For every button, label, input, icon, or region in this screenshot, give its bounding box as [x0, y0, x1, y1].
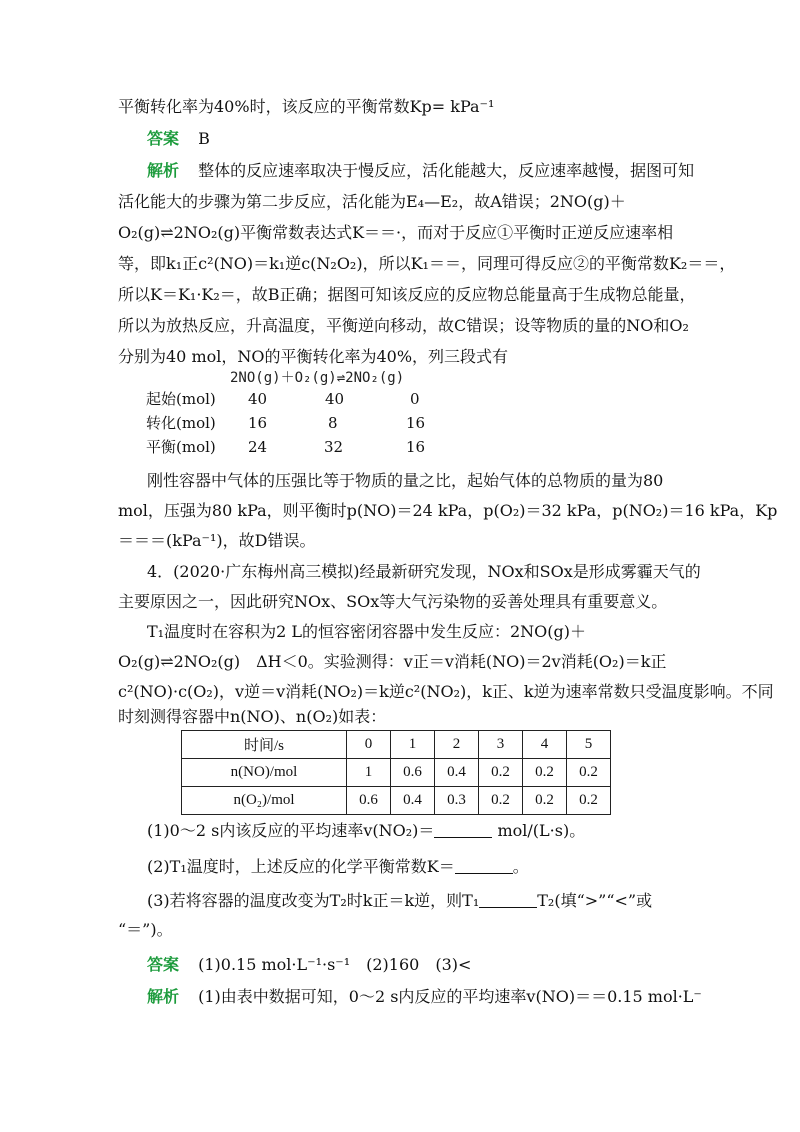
- table-cell: n(NO)/mol: [182, 759, 347, 787]
- answer-value: B: [198, 129, 210, 148]
- table-cell: 0.6: [391, 759, 435, 787]
- explanation-line-4: 等，即k₁正c²(NO)＝k₁逆c(N₂O₂)，所以K₁＝＝，同理可得反应②的平衡常数K₂＝＝，: [118, 254, 736, 273]
- question-tail: 平衡转化率为40%时，该反应的平衡常数Kp= kPa⁻¹: [118, 97, 495, 116]
- table-header-row: [182, 731, 611, 759]
- pressure-line-2: mol，压强为80 kPa，则平衡时p(NO)＝24 kPa，p(O₂)＝32 kPa，p(NO₂)＝16 kPa，Kp: [118, 501, 778, 520]
- table-cell: 0.2: [567, 787, 611, 815]
- ice-value: 24: [248, 438, 268, 456]
- subquestion-1: (1)0～2 s内该反应的平均速率v(NO₂)＝ mol/(L·s)。: [147, 821, 586, 840]
- answer-line-1: [147, 129, 210, 149]
- answer-blank: [479, 893, 537, 908]
- stem-line-3: c²(NO)·c(O₂)，v逆＝v消耗(NO₂)＝k逆c²(NO₂)，k正、k逆为速率常数只受温度影响。不同: [118, 682, 774, 701]
- ice-value: 16: [406, 438, 426, 456]
- subquestion-3-cont: “＝”)。: [118, 920, 173, 939]
- table-header-cell: 1: [391, 731, 435, 759]
- table-header-cell: 3: [479, 731, 523, 759]
- explanation-line-final: 解析 (1)由表中数据可知，0～2 s内反应的平均速率v(NO)＝＝0.15 mol·L⁻: [147, 987, 702, 1006]
- ice-label: 转化(mol): [146, 414, 216, 432]
- ice-value: 16: [406, 414, 426, 432]
- table-cell: 0.2: [523, 787, 567, 815]
- table-header-cell: 4: [523, 731, 567, 759]
- subquestion-3: (3)若将容器的温度改变为T₂时k正＝k逆，则T₁ T₂(填“>”“<”或: [147, 891, 653, 910]
- explanation-label: 解析: [147, 987, 180, 1006]
- table-cell: 1: [347, 759, 391, 787]
- ice-value: 8: [328, 414, 338, 432]
- ice-value: 40: [325, 390, 345, 408]
- pressure-line-1: 刚性容器中气体的压强比等于物质的量之比，起始气体的总物质的量为80: [147, 471, 664, 490]
- explanation-line-6: 所以为放热反应，升高温度，平衡逆向移动，故C错误；设等物质的量的NO和O₂: [118, 316, 689, 335]
- ice-value: 16: [248, 414, 268, 432]
- explanation-line-5: 所以K＝K₁·K₂＝，故B正确；据图可知该反应的反应物总能量高于生成物总能量，: [118, 285, 696, 304]
- answer-blank: [455, 859, 513, 874]
- table-cell: 0.3: [435, 787, 479, 815]
- table-cell: 0.2: [523, 759, 567, 787]
- answer-line-2: [147, 955, 471, 975]
- table-row: [182, 787, 611, 815]
- table-header-cell: 时间/s: [182, 731, 347, 759]
- table-cell: n(O₂)/mol: [182, 787, 347, 815]
- subquestion-2: (2)T₁温度时，上述反应的化学平衡常数K＝ 。: [147, 857, 529, 876]
- answer-value: (1)0.15 mol·L⁻¹·s⁻¹ (2)160 (3)<: [198, 955, 472, 974]
- table-cell: 0.2: [567, 759, 611, 787]
- explanation-line-2: 活化能大的步骤为第二步反应，活化能为E₄—E₂，故A错误；2NO(g)＋: [118, 192, 626, 211]
- pressure-line-3: ＝＝＝(kPa⁻¹)，故D错误。: [118, 531, 316, 550]
- table-header-cell: 2: [435, 731, 479, 759]
- table-cell: 0.4: [391, 787, 435, 815]
- ice-value: 32: [324, 438, 344, 456]
- explanation-line-3: O₂(g)⇌2NO₂(g)平衡常数表达式K＝＝·，而对于反应①平衡时正逆反应速率相: [118, 223, 674, 242]
- explanation-line-7: 分别为40 mol，NO的平衡转化率为40%，列三段式有: [118, 347, 509, 366]
- answer-label: 答案: [147, 129, 180, 148]
- stem-line-2: O₂(g)⇌2NO₂(g) ΔH＜0。实验测得：v正＝v消耗(NO)＝2v消耗(O₂)＝k正: [118, 652, 667, 671]
- ice-label: 起始(mol): [146, 390, 216, 408]
- ice-label: 平衡(mol): [146, 438, 216, 456]
- table-cell: 0.4: [435, 759, 479, 787]
- table-cell: 0.6: [347, 787, 391, 815]
- data-table: [181, 730, 611, 815]
- ice-value: 40: [248, 390, 268, 408]
- question4-line-2: 主要原因之一，因此研究NOx、SOx等大气污染物的妥善处理具有重要意义。: [118, 592, 668, 611]
- explanation-label: 解析: [147, 161, 180, 180]
- table-header-cell: 0: [347, 731, 391, 759]
- answer-label: 答案: [147, 955, 180, 974]
- table-row: [182, 759, 611, 787]
- answer-blank: [434, 823, 492, 838]
- stem-line-1: T₁温度时在容积为2 L的恒容密闭容器中发生反应：2NO(g)＋: [147, 622, 587, 641]
- ice-equation: 2NO(g)＋O₂(g)⇌2NO₂(g): [230, 370, 405, 386]
- table-cell: 0.2: [479, 759, 523, 787]
- explanation-line-1: 解析 整体的反应速率取决于慢反应，活化能越大，反应速率越慢，据图可知: [147, 161, 695, 180]
- question4-line-1: 4．(2020·广东梅州高三模拟)经最新研究发现，NOx和SOx是形成雾霾天气的: [147, 562, 701, 581]
- stem-line-4: 时刻测得容器中n(NO)、n(O₂)如表：: [118, 707, 387, 726]
- table-cell: 0.2: [479, 787, 523, 815]
- ice-value: 0: [410, 390, 420, 408]
- table-header-cell: 5: [567, 731, 611, 759]
